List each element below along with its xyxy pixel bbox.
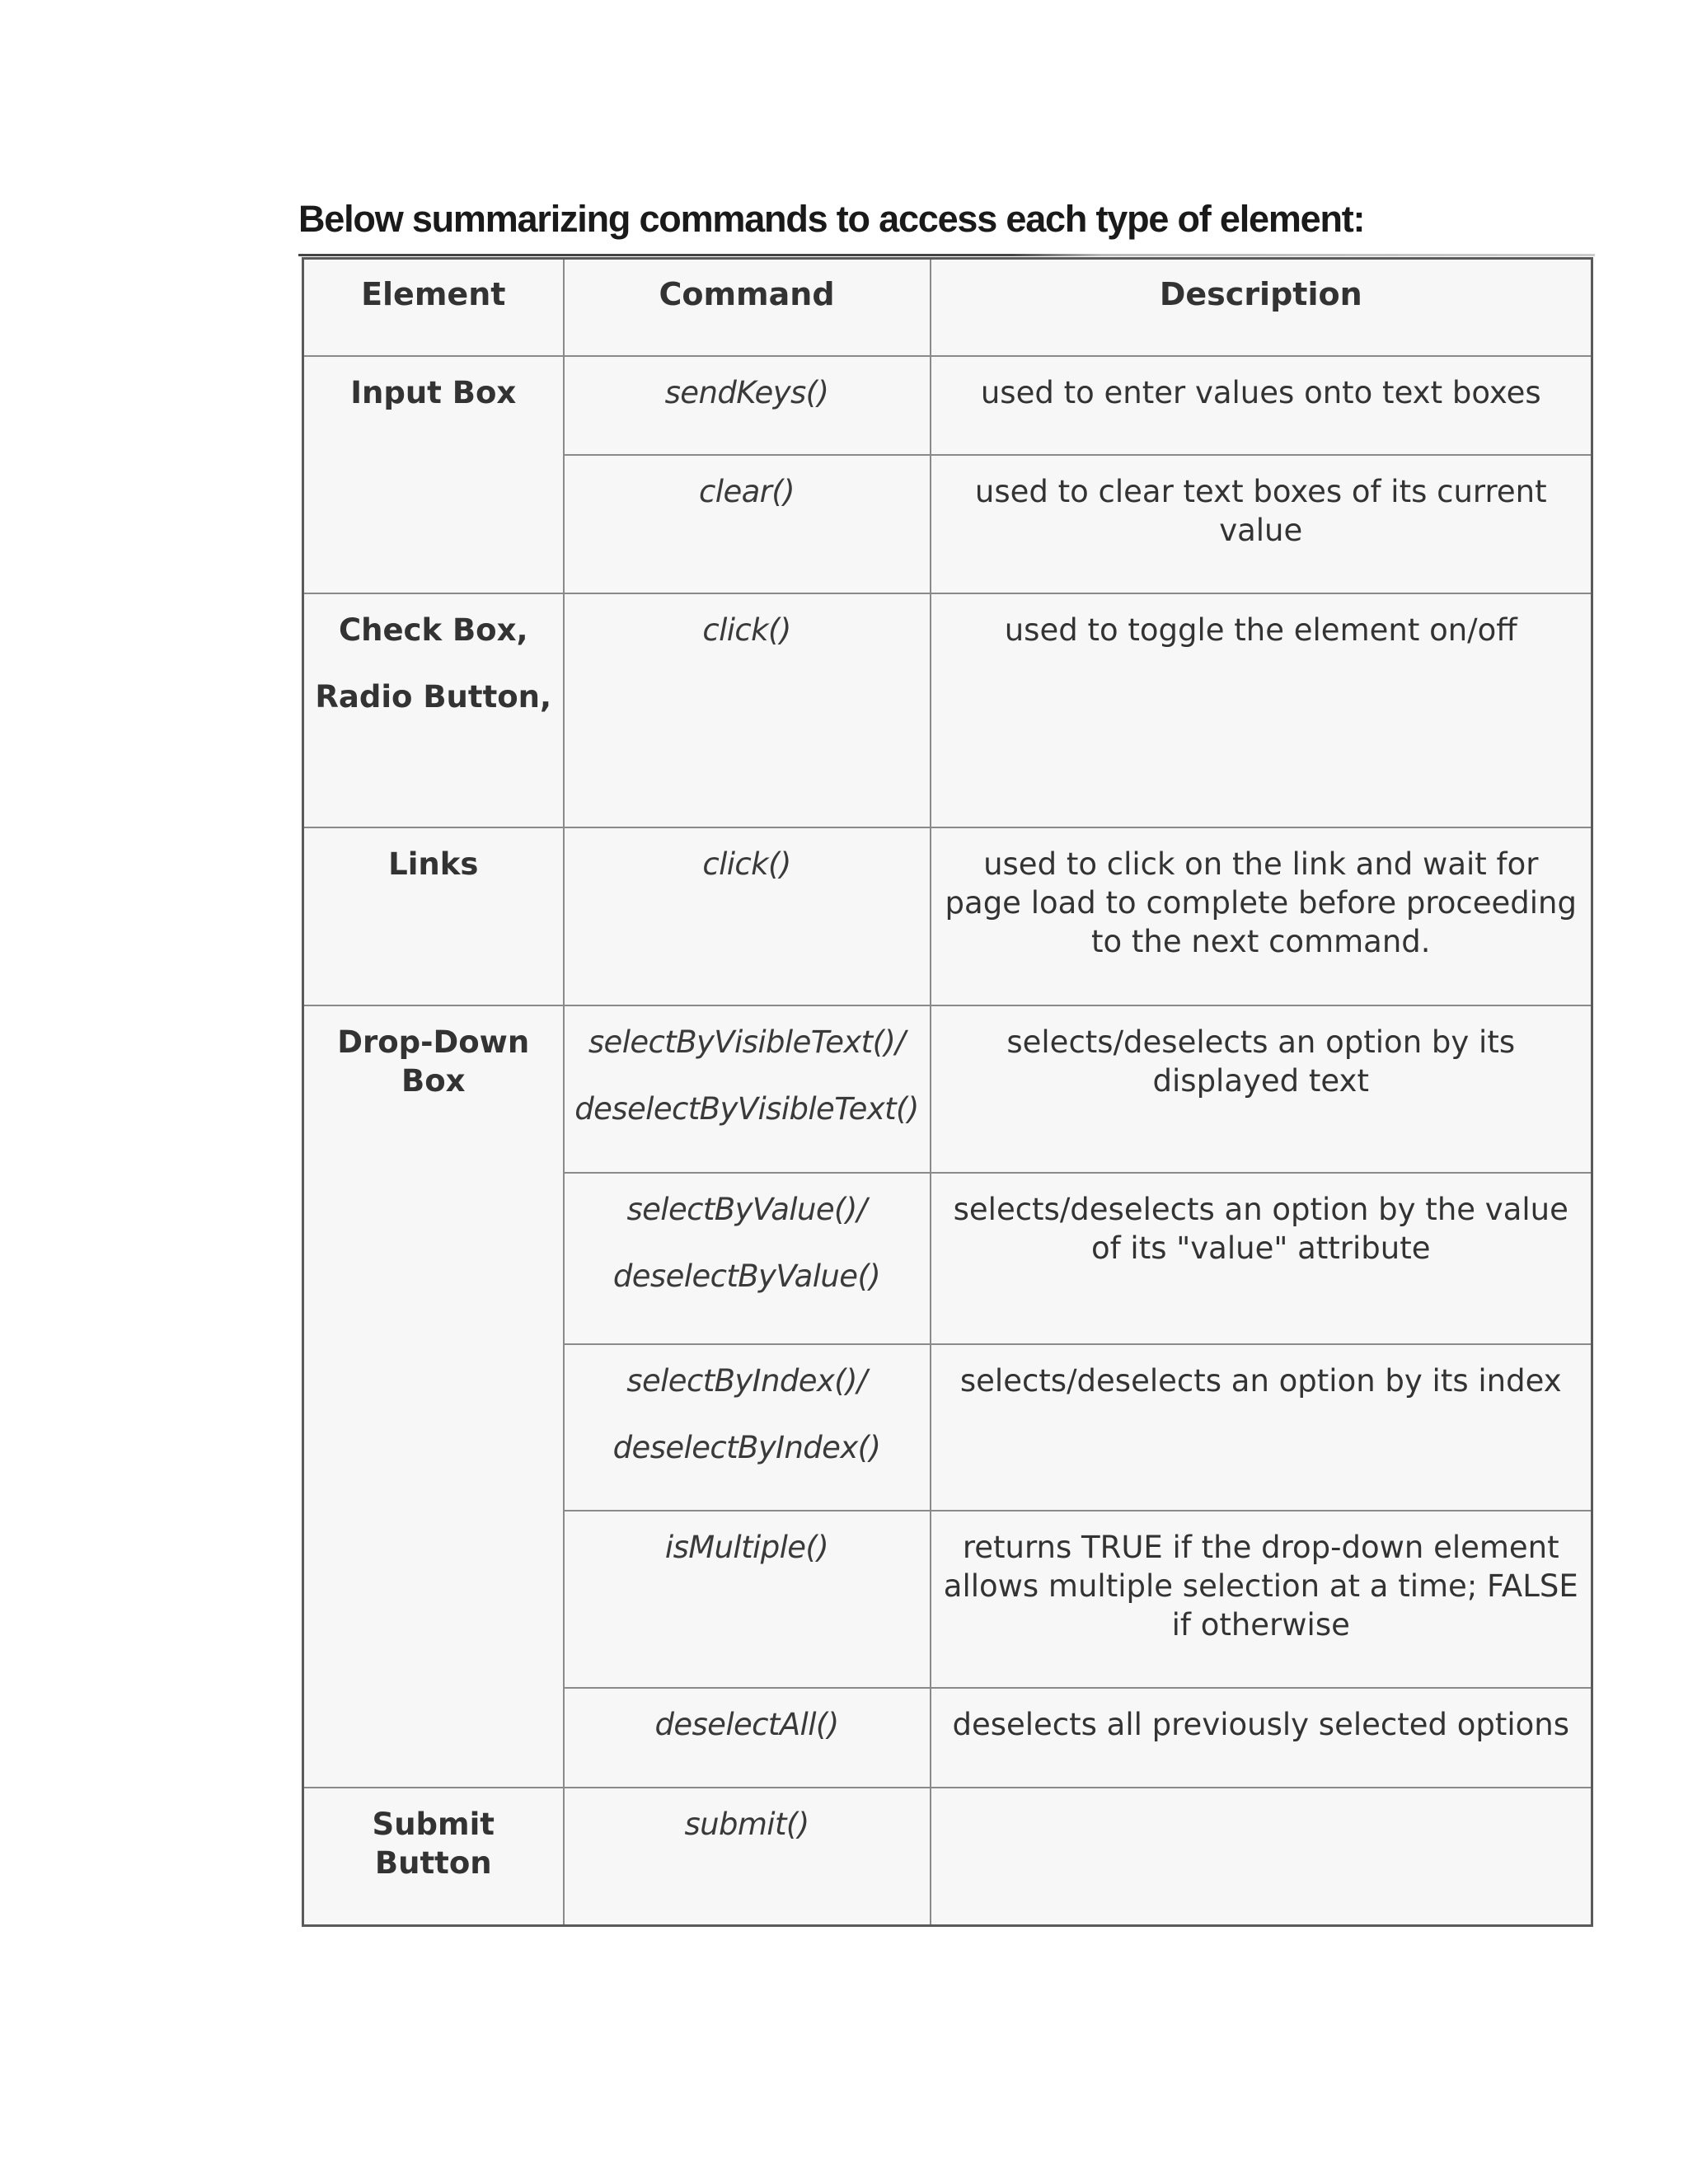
- heading-rule: [298, 254, 1595, 256]
- description-sendkeys: used to enter values onto text boxes: [931, 356, 1592, 455]
- page-heading: Below summarizing commands to access each type of element:: [298, 198, 1365, 240]
- element-drop-down-box: Drop-Down Box: [303, 1005, 564, 1788]
- description-click-link: used to click on the link and wait for page load to complete before proceeding to the next command.: [931, 827, 1592, 1005]
- table-header-row: [303, 259, 1592, 356]
- table-row: [303, 356, 1592, 455]
- command-is-multiple: isMultiple(): [564, 1511, 931, 1688]
- description-is-multiple: returns TRUE if the drop-down element allows multiple selection at a time; FALSE if otherwise: [931, 1511, 1592, 1688]
- description-click-toggle: used to toggle the element on/off: [931, 593, 1592, 827]
- table-row: [303, 827, 1592, 1005]
- command-click-toggle: click(): [564, 593, 931, 827]
- description-submit: [931, 1788, 1592, 1926]
- command-sendkeys: sendKeys(): [564, 356, 931, 455]
- command-click-link: click(): [564, 827, 931, 1005]
- command-select-by-visible-text: selectByVisibleText()/ deselectByVisibleText(): [564, 1005, 931, 1173]
- element-submit-button: Submit Button: [303, 1788, 564, 1926]
- command-deselect-all: deselectAll(): [564, 1688, 931, 1788]
- table-row: [303, 1788, 1592, 1926]
- header-description: Description: [931, 259, 1592, 356]
- command-submit: submit(): [564, 1788, 931, 1926]
- element-check-box: Check Box, Radio Button,: [303, 593, 564, 827]
- command-select-by-value: selectByValue()/ deselectByValue(): [564, 1173, 931, 1344]
- description-deselect-all: deselects all previously selected options: [931, 1688, 1592, 1788]
- table-row: [303, 1005, 1592, 1173]
- header-element: Element: [303, 259, 564, 356]
- element-input-box: Input Box: [303, 356, 564, 593]
- description-select-by-value: selects/deselects an option by the value of its "value" attribute: [931, 1173, 1592, 1344]
- description-clear: used to clear text boxes of its current value: [931, 455, 1592, 593]
- description-select-by-visible-text: selects/deselects an option by its displayed text: [931, 1005, 1592, 1173]
- command-select-by-index: selectByIndex()/ deselectByIndex(): [564, 1344, 931, 1511]
- table-row: [303, 593, 1592, 827]
- header-command: Command: [564, 259, 931, 356]
- commands-table: [302, 257, 1593, 1927]
- description-select-by-index: selects/deselects an option by its index: [931, 1344, 1592, 1511]
- command-clear: clear(): [564, 455, 931, 593]
- element-links: Links: [303, 827, 564, 1005]
